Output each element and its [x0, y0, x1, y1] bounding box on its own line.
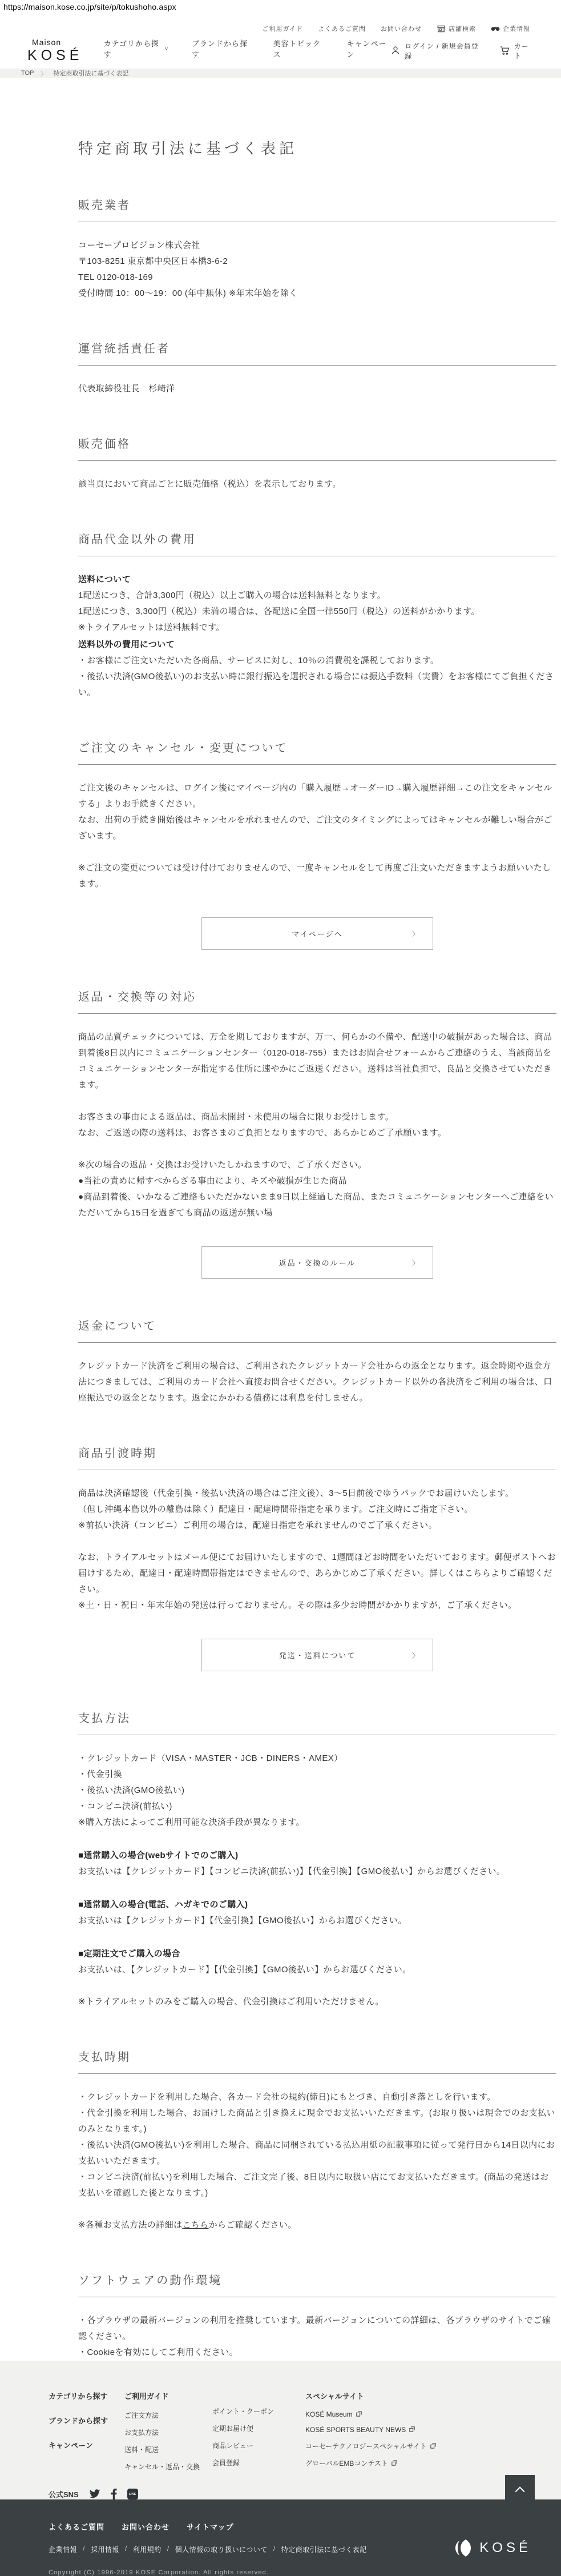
- section-heading: [78, 2048, 556, 2074]
- blank-line: [78, 1978, 556, 1994]
- section-title: 支払時期: [78, 2051, 131, 2064]
- section-heading: [78, 739, 556, 765]
- line-icon[interactable]: [127, 2489, 138, 2499]
- body-text-line: ※購入方法によってご利用可能な決済手段が異なります。: [78, 1817, 305, 1827]
- footer-sitemap: [0, 2361, 561, 2499]
- separator: /: [124, 2545, 127, 2553]
- body-text-line: ・後払い決済(GMO後払い)を利用した場合、商品に同梱されている払込用紙の記載事項に従って発行日から14日以内にお支払いいただきます。: [78, 2140, 555, 2166]
- content-section-4: [78, 739, 556, 950]
- body-text-line: なお、ご返送の際の送料は、お客さまのご負担となりますので、あらかじめご了承願います。: [78, 1128, 447, 1138]
- section-body: [78, 1358, 556, 1406]
- special-link-label: コーセーテクノロジースペシャルサイト: [305, 2442, 427, 2450]
- body-text-line: 1配送につき、3,300円（税込）未満の場合は、各配送に全国一律550円（税込）の送料がかかります。: [78, 607, 480, 616]
- footer-legal-link-1[interactable]: 採用情報: [90, 2546, 119, 2554]
- footer-legal-link-0[interactable]: 企業情報: [49, 2546, 78, 2554]
- button-label: 発送・送料について: [279, 1651, 356, 1660]
- body-text-line: ・コンビニ決済(前払い)を利用した場合、ご注文完了後、8日以内に取扱い店にてお支払いただきます。(商品の発送はお支払いを確認した後となります。): [78, 2172, 549, 2198]
- section-subheading: ■通常購入の場合(電話、ハガキでのご購入): [78, 1900, 248, 1909]
- body-text-line: （但し沖縄本島以外の離島は除く）配達日・配達時間帯指定を承ります。ご注文時にご指定下さい。: [78, 1504, 473, 1514]
- section-link-button[interactable]: [201, 917, 433, 950]
- login-register-link[interactable]: [390, 41, 479, 61]
- login-register-label: ログイン / 新規会員登録: [405, 42, 479, 60]
- section-subheading: ■通常購入の場合(webサイトでのご購入): [78, 1851, 239, 1860]
- breadcrumb-top-link[interactable]: TOP: [21, 70, 34, 77]
- body-text-line: なお、出荷の手続き開始後はキャンセルを承れませんので、ご注文のタイミングによってはキャンセルが難しい場合がございます。: [78, 815, 552, 841]
- body-text-line: ・後払い決済(GMO後払い): [78, 1785, 185, 1795]
- kose-logo-mark: [454, 2539, 474, 2557]
- separator: /: [167, 2545, 169, 2553]
- body-text-line: 商品は決済確認後（代金引換・後払い決済の場合はご注文後）、3～5日前後でゆうパックでお届けいたします。: [78, 1488, 514, 1498]
- footer-guide-link2-0[interactable]: ポイント・クーポン: [212, 2408, 275, 2415]
- footer-browse-link-2[interactable]: キャンペーン: [49, 2441, 93, 2450]
- section-subheading: ■定期注文でご購入の場合: [78, 1949, 180, 1959]
- section-heading: [78, 196, 556, 222]
- footer-special-link-3[interactable]: [305, 2458, 436, 2468]
- section-button-row: [78, 1246, 556, 1279]
- section-body: [78, 572, 556, 701]
- section-body: [78, 1751, 556, 2010]
- body-text-line: 受付時間 10：00～19：00 (年中無休) ※年末年始を除く: [78, 288, 298, 298]
- chevron-down-icon: ∨: [164, 45, 169, 51]
- separator: /: [273, 2545, 276, 2553]
- utility-link-label: 店舗検索: [449, 26, 476, 33]
- footer-guide-link2-2[interactable]: 商品レビュー: [212, 2442, 254, 2450]
- nav-item-label: 美容トピックス: [273, 39, 321, 59]
- external-link-icon: [409, 2426, 415, 2434]
- section-heading: [78, 530, 556, 556]
- body-text-line: ●商品到着後、いかなるご連絡もいただかないまま9日以上経過した商品、またコミュニケーションセンターへご連絡をいただいてから15日を過ぎても商品の返送が無い場: [78, 1192, 554, 1218]
- kose-logo-text: KOSÉ: [479, 2540, 531, 2555]
- section-title: 返金について: [78, 1320, 157, 1333]
- content-section-5: [78, 988, 556, 1279]
- section-title: ご注文のキャンセル・変更について: [78, 742, 288, 755]
- footer-guide-link-1[interactable]: お支払方法: [124, 2429, 159, 2437]
- section-body: [78, 780, 556, 950]
- footer-browse-link-0[interactable]: カテゴリから探す: [49, 2392, 108, 2401]
- body-text-line: ※ご注文の変更については受け付けておりませんので、一度キャンセルをして再度ご注文いただきますようお願いいたします。: [78, 863, 551, 889]
- footer-dark-link-1[interactable]: お問い合わせ: [122, 2523, 170, 2531]
- separator: /: [83, 2545, 85, 2553]
- section-link-button[interactable]: [201, 1639, 433, 1671]
- section-body: [78, 381, 556, 397]
- utility-link-0[interactable]: [262, 24, 303, 33]
- utility-link-label: 企業情報: [503, 26, 530, 33]
- body-text-line: [78, 1550, 556, 1598]
- section-title: ソフトウェアの動作環境: [78, 2274, 223, 2287]
- section-body: [78, 238, 556, 302]
- section-heading: [78, 435, 556, 461]
- content-section-3: [78, 530, 556, 701]
- utility-link-label: お問い合わせ: [381, 26, 422, 33]
- cart-link[interactable]: [499, 41, 534, 61]
- external-link-icon: [392, 2459, 397, 2467]
- body-text-line: [78, 2217, 556, 2233]
- logo-maison-text: Maison: [32, 38, 62, 47]
- content-section-0: [78, 196, 556, 302]
- body-text-line: 該当頁において商品ごとに販売価格（税込）を表示しております。: [78, 479, 341, 489]
- store-icon: [437, 25, 446, 33]
- nav-item-label: カテゴリから探す: [103, 39, 159, 59]
- body-text-line: ご注文後のキャンセルは、ログイン後にマイページ内の「購入履歴→オーダーID→購入履歴詳細→この注文をキャンセルする」よりお手続きください。: [78, 783, 552, 809]
- section-title: 商品引渡時期: [78, 1447, 157, 1460]
- content-section-6: [78, 1317, 556, 1406]
- section-body: [78, 476, 556, 492]
- chevron-right-icon: 〉: [411, 1651, 420, 1659]
- body-text-line: コーセープロビジョン株式会社: [78, 240, 200, 250]
- nav-item-3[interactable]: [347, 38, 391, 59]
- utility-link-3[interactable]: [437, 24, 476, 33]
- section-button-row: [78, 917, 556, 950]
- body-text-line: ※土・日・祝日・年末年始の発送は行っておりません。その際は多少お時間がかかりますが、ご了承ください。: [78, 1600, 517, 1610]
- body-text-line: ・後払い決済(GMO後払い)のお支払い時に銀行振込を選択される場合には振込手数料（実費）をお客様にてご負担ください。: [78, 672, 554, 697]
- twitter-icon[interactable]: [89, 2489, 100, 2499]
- footer-special-link-2[interactable]: [305, 2441, 436, 2451]
- footer-col-browse: [49, 2390, 124, 2471]
- blank-line: [78, 844, 556, 860]
- section-body: [78, 1486, 556, 1671]
- body-text-line: TEL 0120-018-169: [78, 272, 153, 282]
- body-text-line: ●当社の責めに帰すべからざる事由により、キズや破損が生じた商品: [78, 1176, 347, 1186]
- section-heading: [78, 988, 556, 1014]
- footer-special-link-0[interactable]: [305, 2410, 436, 2418]
- footer-special-link-1[interactable]: [305, 2426, 436, 2434]
- content-section-10: [78, 2271, 556, 2361]
- body-text-line: ・クレジットカード（VISA・MASTER・JCB・DINERS・AMEX）: [78, 1754, 343, 1763]
- body-text-line: ※次の場合の返品・交換はお受けいたしかねますので、ご了承ください。: [78, 1160, 367, 1170]
- footer-guide-link-3[interactable]: キャンセル・返品・交換: [124, 2463, 200, 2471]
- body-text-line: ・お客様にご注文いただいた各商品、サービスに対し、10％の消費税を課税しております。: [78, 656, 439, 665]
- section-body: [78, 1029, 556, 1279]
- section-title: 販売価格: [78, 438, 131, 451]
- body-text-line: ※前払い決済（コンビニ）ご利用の場合は、配達日指定を承れませんのでご了承ください。: [78, 1520, 437, 1530]
- breadcrumb-current: 特定商取引法に基づく表記: [53, 70, 129, 77]
- section-body: [78, 2089, 556, 2233]
- footer-guide-link2-3[interactable]: 会員登録: [212, 2459, 240, 2467]
- section-subheading: 送料以外の費用について: [78, 640, 175, 649]
- section-subheading: 送料について: [78, 575, 131, 584]
- body-text: からご確認ください。: [208, 2220, 297, 2230]
- cart-icon: [499, 45, 510, 57]
- body-text: なお、トライアルセットはメール便にてお届けいたしますので、1週間ほどお時間をいただいております。郵便ポストへお届けするため、配達日・配達時間帯指定はできませんので、あらかじめご了承ください。詳しくは: [78, 1552, 556, 1578]
- maison-kose-logo[interactable]: [27, 38, 83, 63]
- blank-line: [78, 1880, 556, 1896]
- body-text-line: 商品の品質チェックについては、万全を期しておりますが、万一、何らかの不備や、配送中の破損があった場合は、商品到着後8日以内にコミュニケーションセンター（0120-018-755）またはお問合せフォームからご連絡のうえ、当該商品をコミュニケーションセンターが指定する住所に速やかにご返送ください。送料は当社負担で、良品と交換させていただきます。: [78, 1032, 552, 1090]
- footer-legal-link-4[interactable]: 特定商取引法に基づく表記: [281, 2546, 367, 2554]
- nav-item-1[interactable]: [192, 38, 251, 59]
- logo-kose-text: KOSÉ: [27, 47, 83, 63]
- utility-nav: [27, 19, 534, 34]
- inline-text-link[interactable]: こちら: [182, 2220, 209, 2230]
- body-text-line: ※トライアルセットは送料無料です。: [78, 623, 225, 632]
- footer-legal-link-3[interactable]: 個人情報の取り扱いについて: [175, 2546, 268, 2554]
- utility-link-2[interactable]: [381, 24, 422, 33]
- body-text-line: ・クレジットカードを利用した場合、各カード会社の規約(締日)にもとづき、自動引き落としを行います。: [78, 2092, 496, 2102]
- special-link-label: グローバルEMBコンテスト: [305, 2459, 388, 2467]
- blank-line: [78, 1831, 556, 1847]
- content-section-7: [78, 1444, 556, 1671]
- body-text-line: 1配送につき、合計3,300円（税込）以上ご購入の場合は送料無料となります。: [78, 591, 386, 600]
- blank-line: [78, 1141, 556, 1157]
- section-heading: [78, 1317, 556, 1343]
- main-content: [0, 78, 561, 2361]
- footer-special-heading: スペシャルサイト: [305, 2392, 364, 2401]
- body-text-line: お支払いは【クレジットカード】【代金引換】【GMO後払い】からお選びください。: [78, 1916, 407, 1925]
- footer-browse-link-1[interactable]: ブランドから探す: [49, 2417, 108, 2425]
- chevron-right-icon: 〉: [411, 930, 420, 938]
- content-section-9: [78, 2048, 556, 2233]
- utility-link-1[interactable]: [318, 24, 366, 33]
- line-badge-text: LINE: [127, 2489, 138, 2499]
- button-label: 返品・交換のルール: [279, 1259, 356, 1267]
- chevron-up-icon: [515, 2486, 525, 2496]
- section-title: 販売業者: [78, 199, 131, 212]
- utility-link-label: ご利用ガイド: [262, 26, 303, 33]
- body-text-line: 〒103-8251 東京都中央区日本橋3-6-2: [78, 256, 228, 266]
- chevron-right-icon: 〉: [411, 1259, 420, 1267]
- content-section-1: [78, 339, 556, 397]
- body-text: ※各種お支払方法の詳細は: [78, 2220, 183, 2230]
- blank-line: [78, 1534, 556, 1550]
- section-heading: [78, 339, 556, 366]
- body-text-line: お支払いは【クレジットカード】【コンビニ決済(前払い)】【代金引換】【GMO後払い】からお選びください。: [78, 1867, 506, 1876]
- facebook-icon[interactable]: [111, 2489, 117, 2499]
- footer-dark-link-2[interactable]: サイトマップ: [187, 2523, 234, 2531]
- section-heading: [78, 1709, 556, 1735]
- body-text: よりご確認ください。: [78, 1568, 552, 1594]
- sns-label: 公式SNS: [49, 2490, 79, 2499]
- footer-legal-link-2[interactable]: 利用規約: [132, 2546, 162, 2554]
- section-title: 支払方法: [78, 1712, 131, 1725]
- external-link-icon: [356, 2410, 362, 2418]
- special-link-label: KOSÉ Museum: [305, 2410, 353, 2418]
- special-link-label: KOSÉ SPORTS BEAUTY NEWS: [305, 2426, 406, 2434]
- footer-guide-link-2[interactable]: 送料・配送: [124, 2446, 159, 2454]
- footer-legal: [0, 2499, 561, 2576]
- section-body: [78, 2313, 556, 2361]
- footer-guide-link2-1[interactable]: 定期お届け便: [212, 2425, 254, 2433]
- body-text-line: ・代金引換を利用した場合、お届けした商品と引き換えに現金でお支払いいただきます。(お取り扱いは現金でのお支払いのみとなります。): [78, 2108, 555, 2134]
- blank-line: [78, 1093, 556, 1109]
- page-title: 特定商取引法に基づく表記: [78, 140, 298, 157]
- main-nav: [103, 38, 390, 63]
- nav-item-0[interactable]: [103, 38, 168, 59]
- body-text-line: ※トライアルセットのみをご購入の場合、代金引換はご利用いただけません。: [78, 1997, 384, 2007]
- body-text-line: お客さまの事由による返品は、商品未開封・未使用の場合に限りお受けします。: [78, 1112, 394, 1122]
- nav-item-label: キャンペーン: [346, 39, 387, 59]
- body-text-line: ・Cookieを有効にしてご利用ください。: [78, 2348, 239, 2357]
- kose-footer-logo: [454, 2539, 531, 2557]
- browser-url: https://maison.kose.co.jp/site/p/tokushoho.aspx: [3, 2, 176, 11]
- nav-item-label: ブランドから探す: [191, 39, 248, 59]
- body-text-line: ・代金引換: [78, 1770, 123, 1779]
- footer-guide-heading[interactable]: ご利用ガイド: [124, 2392, 169, 2401]
- body-text-line: ・各ブラウザの最新バージョンの利用を推奨しています。最新バージョンについての詳細は、各ブラウザのサイトでご確認ください。: [78, 2316, 551, 2341]
- footer-guide-link-0[interactable]: ご注文方法: [124, 2412, 159, 2419]
- copyright-text: Copyright (C) 1996-2019 KOSE Corporation. All rights reserved.: [49, 2569, 269, 2576]
- blank-line: [78, 1929, 556, 1945]
- binoculars-icon: [491, 25, 500, 32]
- body-text-line: ・コンビニ決済(前払い): [78, 1801, 172, 1811]
- content-section-8: [78, 1709, 556, 2010]
- inline-text-link[interactable]: こちら: [464, 1568, 491, 1578]
- section-button-row: [78, 1639, 556, 1671]
- section-title: 運営統括責任者: [78, 343, 170, 355]
- section-link-button[interactable]: [201, 1246, 433, 1279]
- utility-link-4[interactable]: [491, 24, 530, 33]
- section-title: 商品代金以外の費用: [78, 533, 196, 546]
- body-text-line: クレジットカード決済をご利用の場合は、ご利用されたクレジットカード会社からの返金となります。返金時期や返金方法につきましては、ご利用のカード会社へ直接お問合せください。クレジットカード以外の各決済をご利用の場合は、口座振込での返金となります。返金にかかわる債務には利息を付しません。: [78, 1361, 552, 1403]
- section-title: 返品・交換等の対応: [78, 991, 196, 1004]
- content-section-2: [78, 435, 556, 492]
- section-heading: [78, 2271, 556, 2297]
- breadcrumb: [0, 69, 561, 78]
- section-heading: [78, 1444, 556, 1470]
- body-text-line: 代表取締役社長 杉崎洋: [78, 384, 175, 394]
- body-text-line: お支払いは、【クレジットカード】【代金引換】【GMO後払い】からお選びください。: [78, 1965, 411, 1975]
- utility-link-label: よくあるご質問: [318, 26, 366, 33]
- site-header: [0, 11, 561, 69]
- button-label: マイページへ: [292, 930, 343, 938]
- footer-dark-link-0[interactable]: よくあるご質問: [49, 2523, 105, 2531]
- blank-line: [78, 2201, 556, 2217]
- breadcrumb-chevron-icon: 〉: [41, 71, 47, 78]
- user-icon: [390, 45, 401, 57]
- cart-label: カート: [514, 42, 529, 60]
- external-link-icon: [430, 2442, 436, 2450]
- nav-item-2[interactable]: [273, 38, 324, 59]
